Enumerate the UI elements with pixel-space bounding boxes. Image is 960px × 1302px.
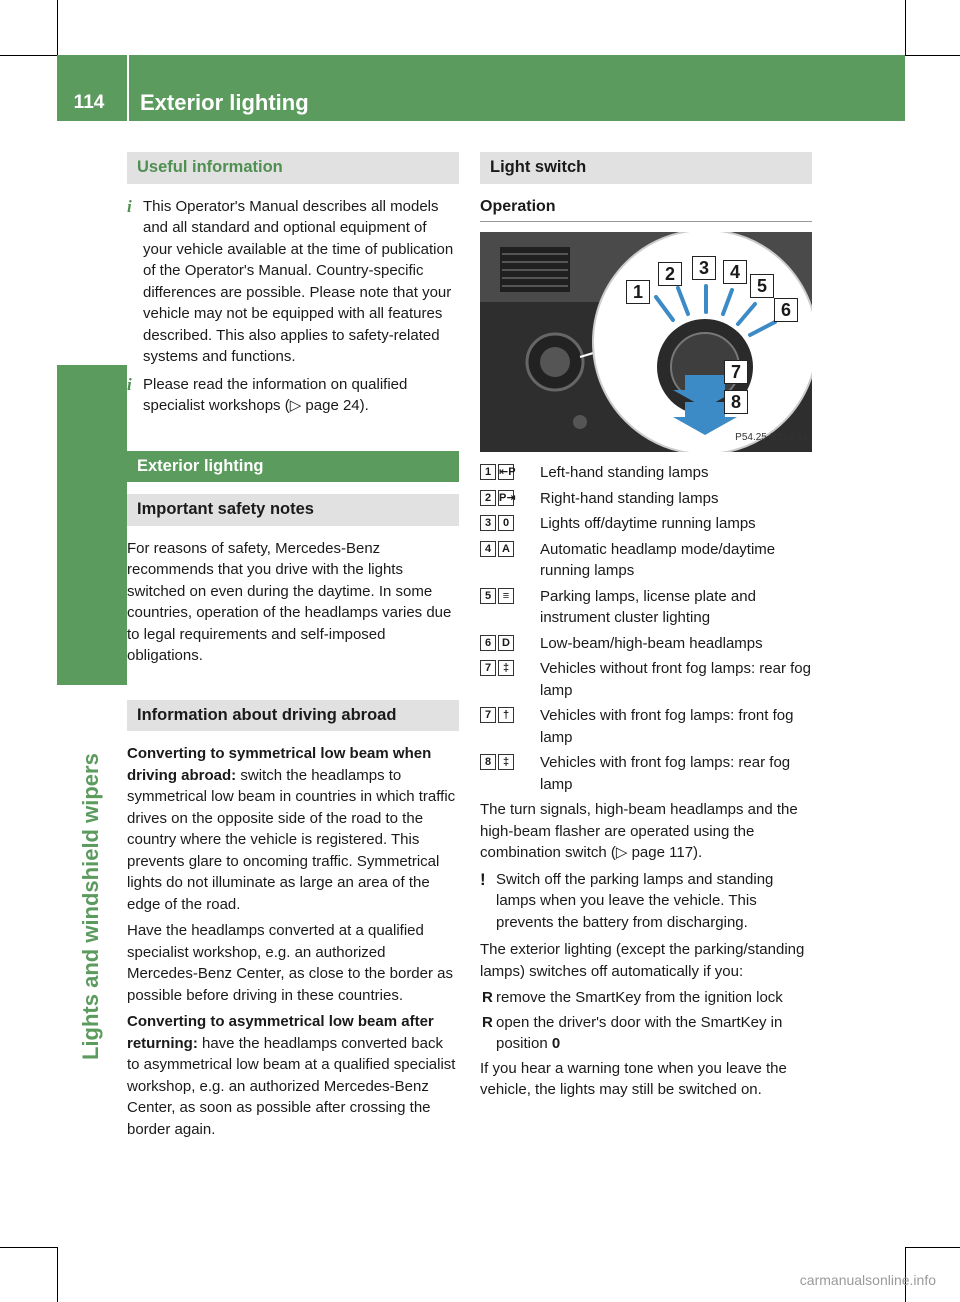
warning-icon: ! [480, 869, 486, 889]
crop-mark [905, 0, 906, 55]
light-switch-heading: Light switch [480, 152, 812, 184]
abroad-paragraph: Converting to asymmetrical low beam after returning: have the headlamps converted back to asymmetrical low beam at a qualified specialist workshop, e.g. an authorized Mercedes-Benz Center, as soon as possible after crossing the border again. [127, 1013, 456, 1138]
figure-callout: 6 [774, 298, 798, 322]
warning-note: ! Switch off the parking lamps and standing lamps when you leave the vehicle. This prevents the battery from discharging. [480, 869, 774, 931]
figure-callout: 5 [750, 274, 774, 298]
legend-item: 2 P⇥ Right-hand standing lamps [480, 488, 812, 510]
legend-item: 3 0 Lights off/daytime running lamps [480, 513, 812, 535]
abroad-paragraph: Have the headlamps converted at a qualified specialist workshop, e.g. an authorized Mercedes-Benz Center, as close to the border as possible before driving in these countries. [127, 922, 454, 1004]
operation-title: Operation [480, 196, 812, 223]
right-column [480, 152, 812, 1106]
crop-mark [905, 55, 960, 56]
auto-off-text: The exterior lighting (except the parking/standing lamps) switches off automatically if you: [480, 941, 805, 980]
crop-mark [57, 0, 58, 55]
figure-callout: 7 [724, 360, 748, 384]
figure-code: P54.25-B218-31 [735, 431, 808, 443]
figure-callout: 3 [692, 256, 716, 280]
legend-item: 7 ‡ Vehicles without front fog lamps: rear fog lamp [480, 658, 812, 701]
light-switch-figure [480, 232, 812, 452]
chapter-tab [57, 365, 127, 685]
watermark: carmanualsonline.info [799, 1272, 936, 1288]
safety-heading: Important safety notes [127, 494, 459, 526]
turn-signal-text: The turn signals, high-beam headlamps and the high-beam flasher are operated using the combination switch (▷ page 117). [480, 801, 798, 861]
legend-item: 6 D Low-beam/high-beam headlamps [480, 633, 812, 655]
info-icon: i [127, 374, 132, 394]
warning-tone-text: If you hear a warning tone when you leave the vehicle, the lights may still be switched on. [480, 1059, 787, 1098]
legend-item: 5 ≡ Parking lamps, license plate and instrument cluster lighting [480, 586, 812, 629]
crop-mark [0, 1247, 57, 1248]
section-heading: Exterior lighting [127, 451, 459, 483]
figure-callout: 2 [658, 262, 682, 286]
crop-mark [57, 1247, 58, 1302]
page-number: 114 [73, 92, 105, 113]
figure-callout: 4 [723, 260, 747, 284]
info-note: i This Operator's Manual describes all models and all standard and optional equipment of your vehicle available at the time of publication of the Operator's Manual. Country-specific differences are possible. Please note that your vehicle may not be equipped with all features described. This also applies to safety-related systems and functions. [127, 196, 454, 365]
page-title: Exterior lighting [140, 90, 309, 115]
crop-mark [0, 55, 57, 56]
list-item: R open the driver's door with the SmartKey in position 0 [482, 1013, 783, 1052]
legend-item: 7 † Vehicles with front fog lamps: front fog lamp [480, 705, 812, 748]
list-item: R remove the SmartKey from the ignition lock [482, 989, 783, 1006]
header-divider [127, 55, 129, 121]
legend-list [480, 462, 812, 795]
abroad-paragraph: Converting to symmetrical low beam when driving abroad: switch the headlamps to symmetrical low beam in countries in which traffic drives on the opposite side of the road to the country where the vehicle is registered. This prevents glare to oncoming traffic. Symmetrical lights do not illuminate as large an area of the edge of the road. [127, 745, 456, 913]
info-note: i Please read the information on qualified specialist workshops (▷ page 24). [127, 374, 408, 414]
safety-text: For reasons of safety, Mercedes-Benz recommends that you drive with the lights switched on even during the daytime. In some countries, operation of the headlamps varies due to legal requirements and self-imposed obligations. [127, 539, 452, 664]
figure-callout: 8 [724, 390, 748, 414]
crop-mark [905, 1247, 960, 1248]
left-column [127, 152, 459, 1145]
legend-item: 8 ‡ Vehicles with front fog lamps: rear fog lamp [480, 752, 812, 795]
abroad-heading: Information about driving abroad [127, 700, 459, 732]
chapter-label: Lights and windshield wipers [78, 753, 103, 1060]
figure-callout: 1 [626, 280, 650, 304]
light-switch-illustration [480, 232, 812, 452]
info-icon: i [127, 196, 132, 216]
useful-info-heading: Useful information [127, 152, 459, 184]
legend-item: 1 ⇤P Left-hand standing lamps [480, 462, 812, 484]
legend-item: 4 A Automatic headlamp mode/daytime running lamps [480, 539, 812, 582]
